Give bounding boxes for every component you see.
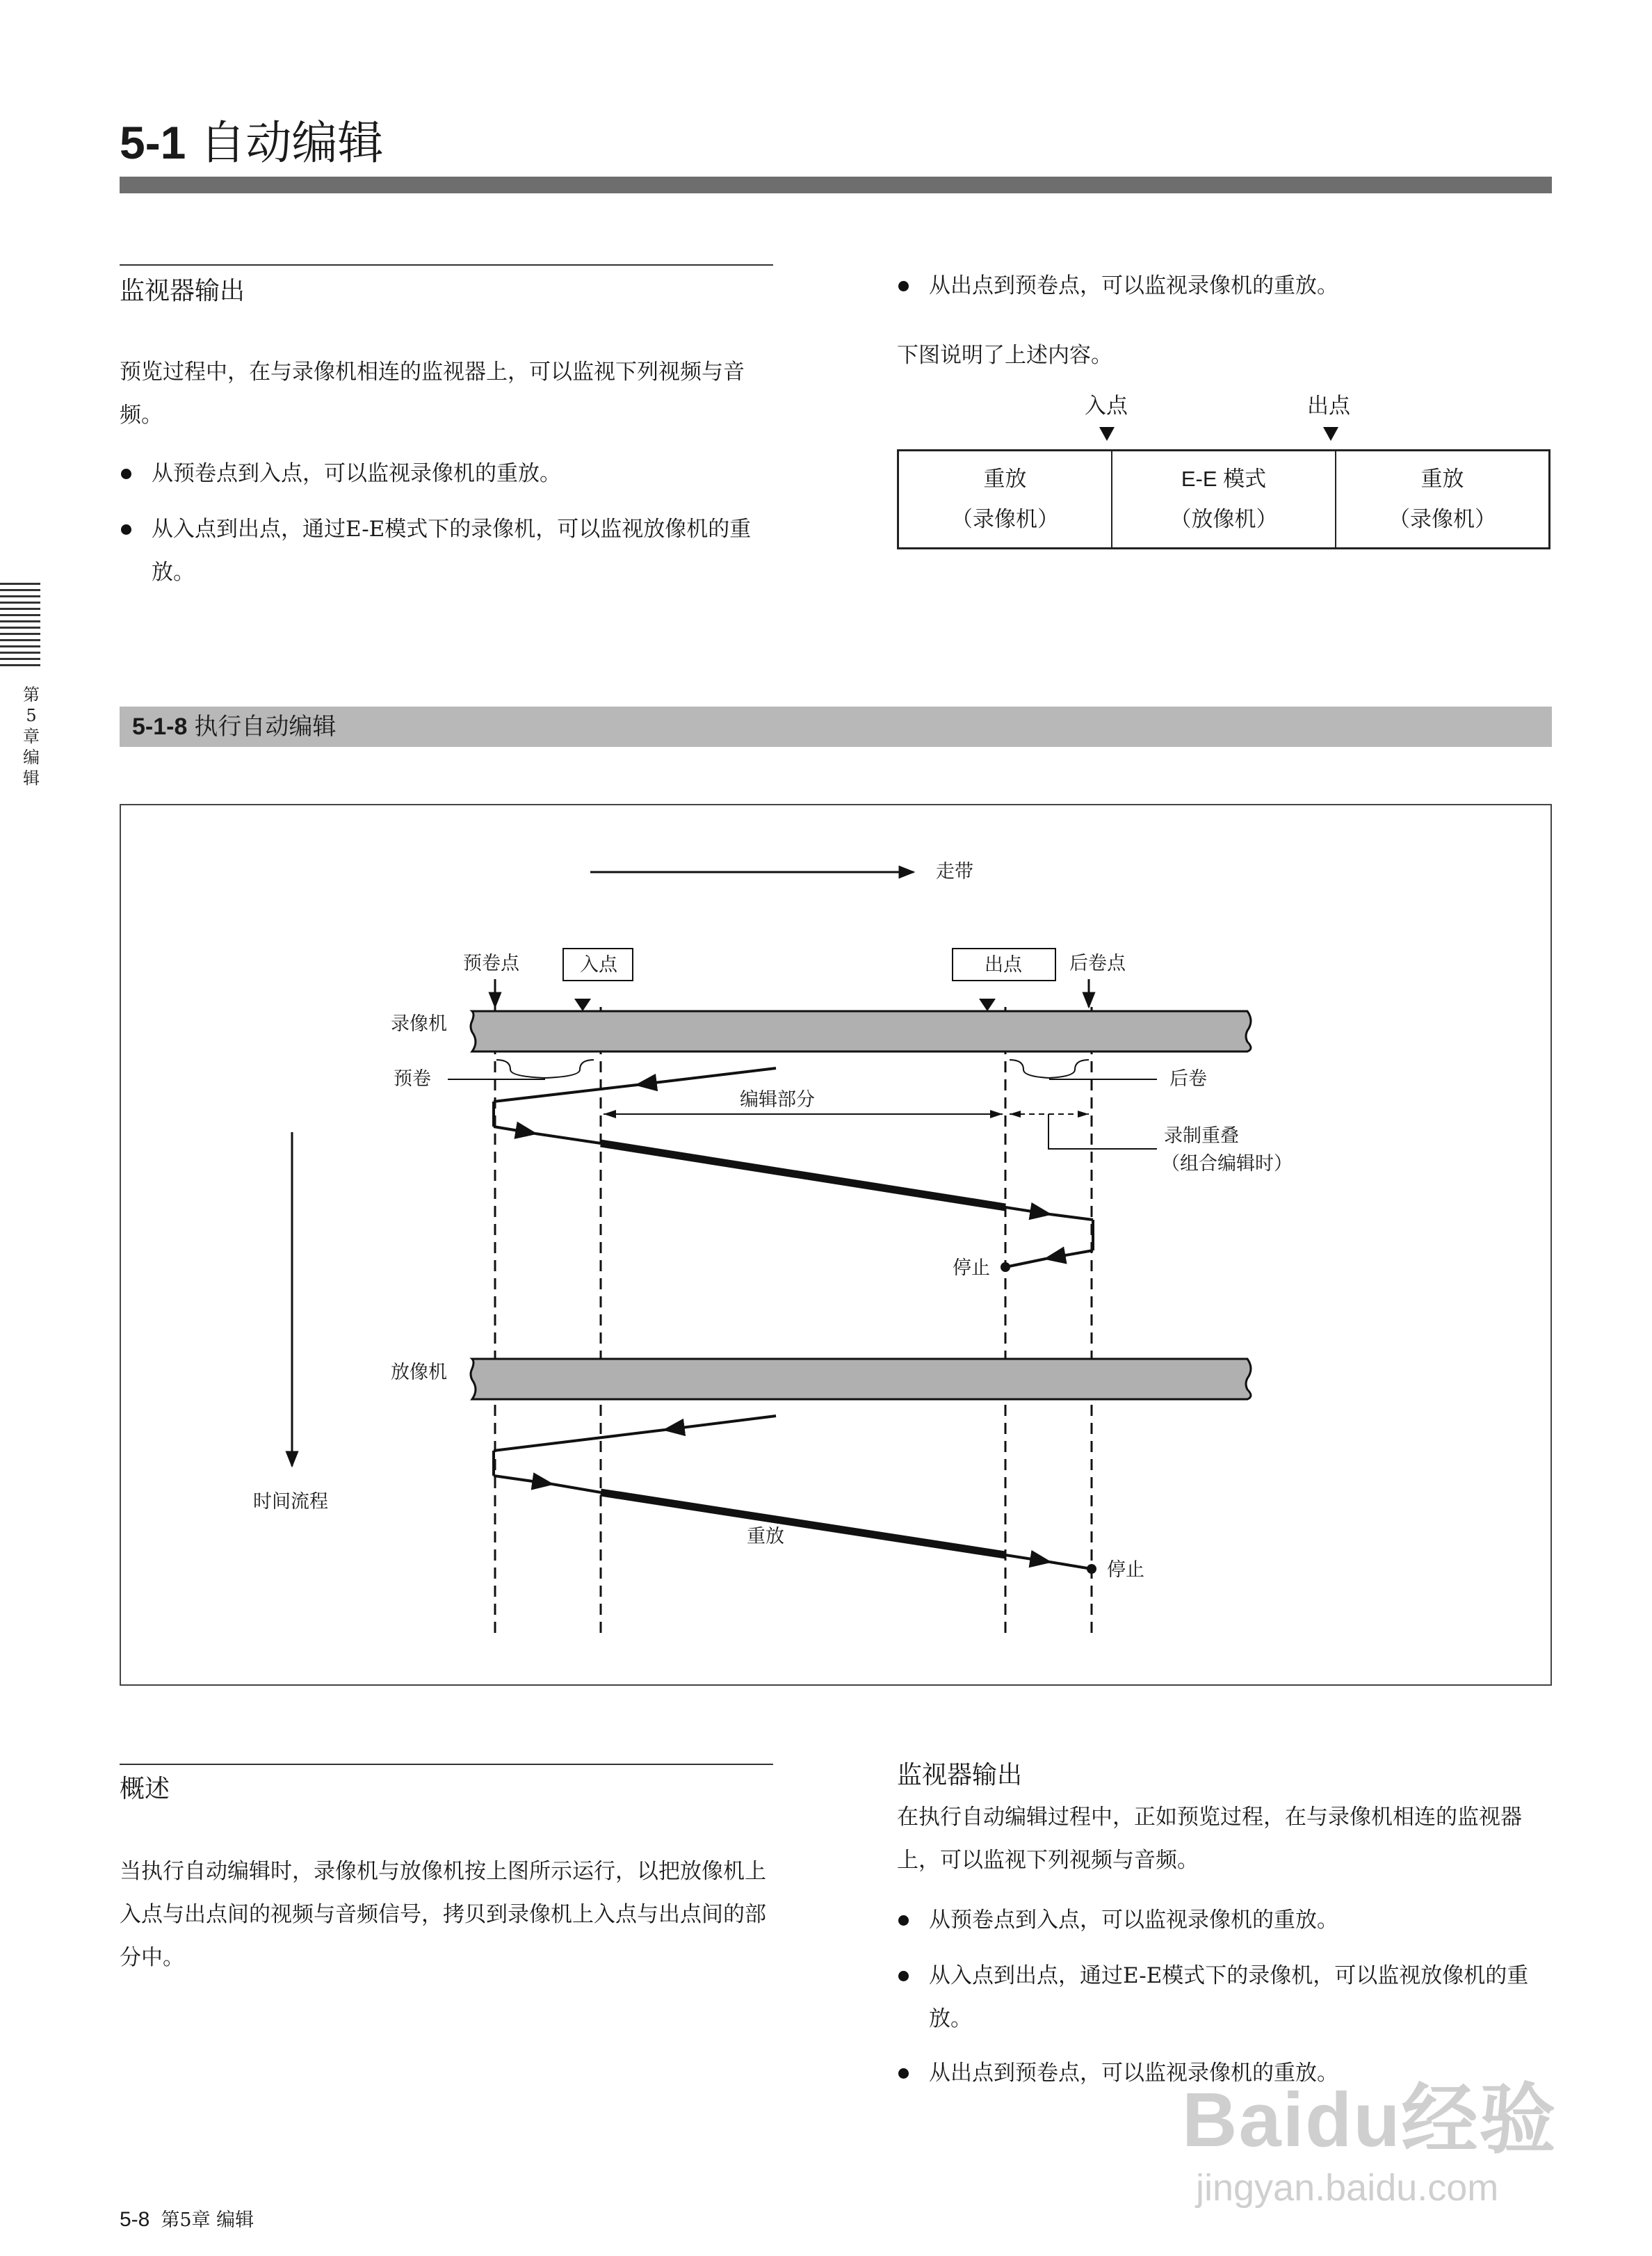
- cell-mode: 重放: [1420, 467, 1464, 492]
- watermark-logo: Baidu经验: [1182, 2077, 1557, 2163]
- in-marker: [574, 999, 591, 1011]
- table-cell-postroll: [1335, 451, 1548, 547]
- recorder-rewind: [494, 1085, 637, 1102]
- subsection-number: 5-1-8: [132, 714, 188, 740]
- table-cell-preroll: [899, 451, 1111, 547]
- overview-heading: 概述: [120, 1775, 170, 1803]
- player-forward-arrow: [494, 1476, 552, 1484]
- preview-caption: 下图说明了上述内容。: [897, 343, 1112, 368]
- auto-edit-diagram: [120, 804, 1552, 1686]
- monitor-heading: 监视器输出: [897, 1761, 1023, 1789]
- preview-monitor-heading: 监视器输出: [120, 277, 245, 305]
- cell-device: （放像机）: [1169, 507, 1278, 532]
- recorder-stop-label: 停止: [953, 1257, 990, 1279]
- title-bar: [120, 177, 1552, 193]
- recorder-post-arrow: [1005, 1207, 1050, 1214]
- recorder-record-segment: [601, 1143, 1005, 1207]
- overlap-leader: [1048, 1114, 1157, 1149]
- recorder-tape: [471, 1011, 1251, 1052]
- page-number: 5-8: [120, 2208, 150, 2231]
- watermark-url: jingyan.baidu.com: [1196, 2167, 1499, 2209]
- section-rule: [120, 1764, 773, 1765]
- recorder-forward-arrow: [494, 1127, 535, 1134]
- preroll-brace: [496, 1060, 594, 1078]
- chapter-tab-label: 第5章 编辑: [23, 685, 40, 788]
- page-footer: [120, 2205, 254, 2232]
- in-point-text: 入点: [580, 954, 617, 976]
- diagram-svg: [121, 805, 1553, 1687]
- time-flow-label: 时间流程: [253, 1491, 328, 1513]
- preroll-point-label: 预卷点: [463, 953, 519, 974]
- overlap-label-1: 录制重叠: [1164, 1125, 1239, 1147]
- cell-device: （录像机）: [1388, 507, 1496, 532]
- out-point-marker: [1323, 427, 1338, 441]
- postroll-brace: [1010, 1060, 1089, 1078]
- monitor-bullet: 从入点到出点，通过E-E模式下的录像机，可以监视放像机的重放。: [897, 1954, 1550, 2040]
- out-point-label: 出点: [1307, 394, 1350, 419]
- tape-direction-label: 走带: [936, 861, 973, 883]
- out-point-text: 出点: [985, 954, 1022, 976]
- player-stop-label: 停止: [1107, 1559, 1144, 1581]
- player-playback-segment: [601, 1492, 1005, 1555]
- edit-part-label: 编辑部分: [740, 1089, 815, 1111]
- preview-bullet: 从入点到出点，通过E-E模式下的录像机，可以监视放像机的重放。: [120, 508, 773, 594]
- preview-bullet: 从预卷点到入点，可以监视录像机的重放。: [120, 452, 773, 495]
- preroll-span-label: 预卷: [394, 1068, 431, 1090]
- recorder-label: 录像机: [391, 1013, 447, 1035]
- player-forward: [552, 1484, 601, 1492]
- player-rewind: [494, 1430, 665, 1451]
- section-rule: [120, 264, 773, 266]
- player-label: 放像机: [391, 1362, 447, 1383]
- postroll-span-label: 后卷: [1169, 1068, 1207, 1090]
- section-number: 5-1: [120, 117, 186, 168]
- section-title: 自动编辑: [200, 116, 384, 170]
- player-tape: [471, 1359, 1251, 1399]
- monitor-bullet: 从预卷点到入点，可以监视录像机的重放。: [897, 1899, 1550, 1942]
- player-rewind-arrow: [665, 1416, 776, 1430]
- chapter-tab-lines: [0, 583, 40, 669]
- player-post: [1050, 1562, 1092, 1569]
- recorder-return-arrow: [1046, 1250, 1093, 1259]
- recorder-post: [1050, 1214, 1093, 1220]
- subsection-title: 执行自动编辑: [194, 713, 337, 741]
- cell-mode: E-E 模式: [1181, 467, 1267, 491]
- cell-mode: 重放: [983, 467, 1027, 492]
- cell-device: （录像机）: [951, 507, 1059, 532]
- recorder-forward: [535, 1134, 601, 1143]
- monitor-intro: 在执行自动编辑过程中，正如预览过程，在与录像机相连的监视器上，可以监视下列视频与音频。: [897, 1805, 1522, 1873]
- footer-chapter: 第5章 编辑: [161, 2209, 254, 2231]
- recorder-rewind-arrow: [637, 1068, 776, 1085]
- monitor-mode-table: [897, 449, 1550, 549]
- playback-label: 重放: [747, 1526, 784, 1547]
- out-marker: [979, 999, 996, 1011]
- player-post-arrow: [1005, 1555, 1050, 1562]
- recorder-return: [1005, 1259, 1046, 1267]
- table-cell-edit: [1111, 451, 1335, 547]
- in-point-label: 入点: [1085, 394, 1128, 419]
- recorder-stop-dot: [1001, 1262, 1010, 1272]
- preview-intro: 预览过程中，在与录像机相连的监视器上，可以监视下列视频与音频。: [120, 360, 745, 428]
- in-point-marker: [1099, 427, 1115, 441]
- monitor-bullet: 从出点到预卷点，可以监视录像机的重放。: [897, 2052, 1550, 2095]
- page-title: [120, 111, 383, 175]
- section-band: [120, 707, 1552, 747]
- postroll-point-label: 后卷点: [1069, 953, 1126, 974]
- overview-text: 当执行自动编辑时，录像机与放像机按上图所示运行，以把放像机上入点与出点间的视频与音频信号，拷贝到录像机上入点与出点间的部分中。: [120, 1859, 766, 1970]
- player-stop-dot: [1087, 1564, 1096, 1574]
- overlap-label-2: （组合编辑时）: [1161, 1153, 1293, 1175]
- preview-bullet: 从出点到预卷点，可以监视录像机的重放。: [897, 264, 1550, 307]
